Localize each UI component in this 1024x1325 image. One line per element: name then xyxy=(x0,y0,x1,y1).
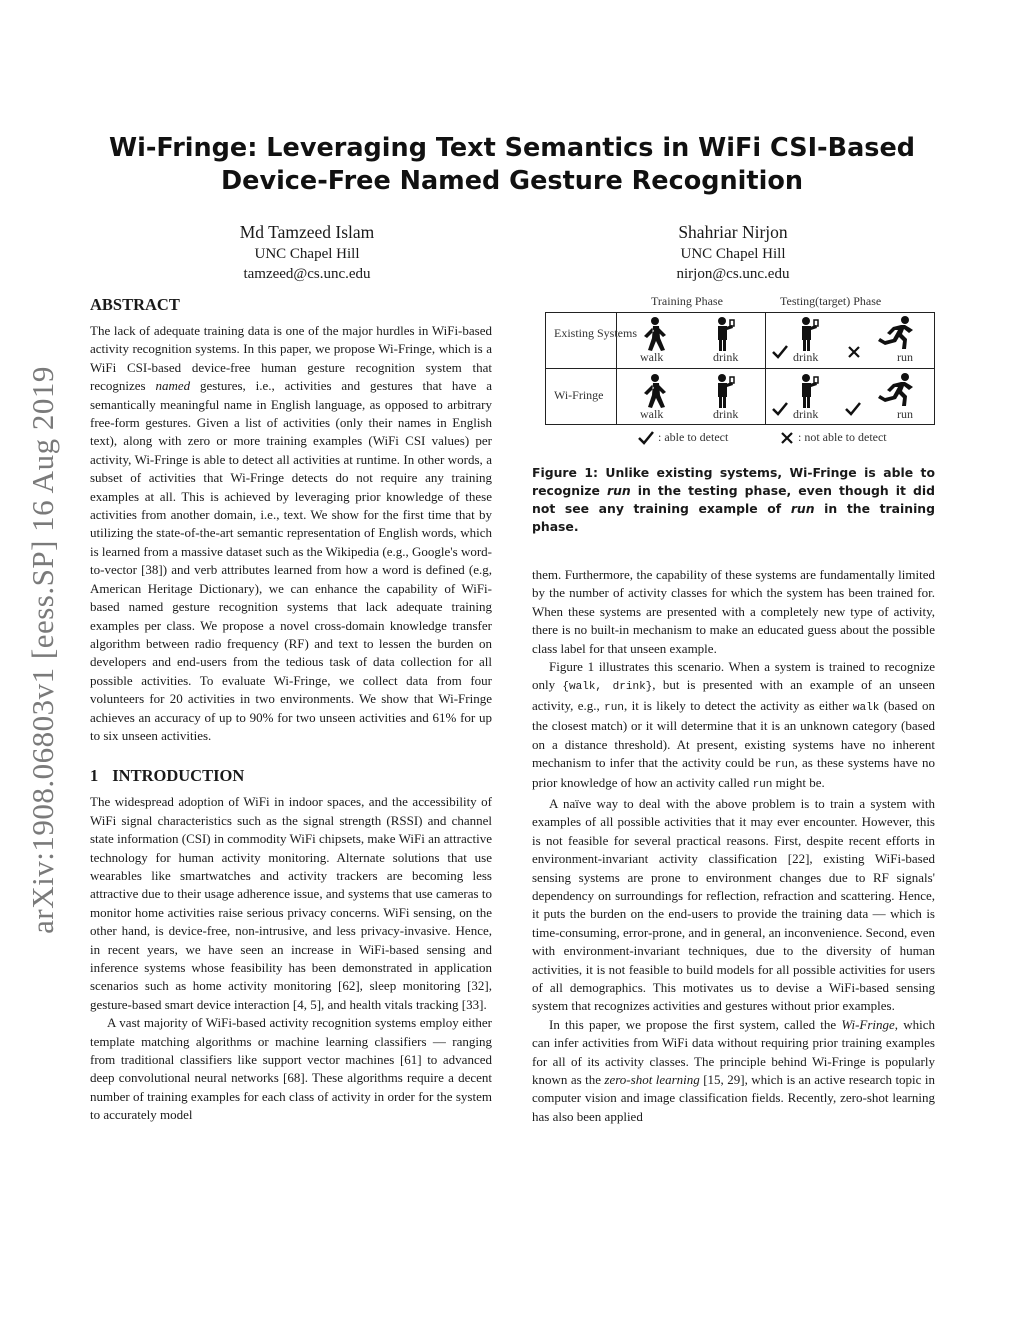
cell-wifringe-testing xyxy=(767,370,934,424)
label-walk: walk xyxy=(640,407,664,421)
intro-paragraph: A vast majority of WiFi-based activity recognition systems employ either template matching algorithms or machine learning classifiers — ranging from traditional classifiers like support vector machines [61] to advanced deep convolutional neural networks [68]. These algorithms require a decent number of training examples for each class of activity in order for the system to accurately model xyxy=(90,1015,492,1123)
testing-phase-label: Testing(target) Phase xyxy=(780,294,882,308)
figure-caption: Figure 1: Unlike existing systems, Wi-Fringe is able to recognize run in the testing phase, even though it did not see any training example of run in the training phase. xyxy=(532,465,936,534)
author-name: Shahriar Nirjon xyxy=(678,222,788,242)
cell-wifringe-training xyxy=(618,370,764,424)
cross-icon xyxy=(847,345,861,359)
arxiv-identifier: arXiv:1908.06803v1 [eess.SP] 16 Aug 2019 xyxy=(25,366,60,934)
walk-icon xyxy=(638,373,672,409)
body-paragraph: In this paper, we propose the first system, called the Wi-Fringe, which can infer activities from WiFi data without requiring prior training examples for all of its activity classes. The principle behind Wi-Fringe is popularly known as the zero-shot learning [15, 29], which is an active research topic in computer vision and image classification fields. Recently, zero-shot learning has also been applied xyxy=(532,1016,935,1124)
check-icon xyxy=(772,402,788,416)
walk-icon xyxy=(638,316,672,352)
body-paragraph: them. Furthermore, the capability of these systems are fundamentally limited by the number of activity classes for which the system has been trained for. When these systems are presented with a completely new type of activity, there is no built-in mechanism to make an educated guess about the possible class label for that unseen example. xyxy=(532,567,935,656)
cell-existing-training xyxy=(618,313,764,367)
row-label-existing: Existing Systems xyxy=(554,326,638,340)
label-drink: drink xyxy=(793,350,819,364)
label-run: run xyxy=(897,407,913,421)
cell-existing-testing xyxy=(767,313,934,367)
author-name: Md Tamzeed Islam xyxy=(239,222,375,242)
check-icon xyxy=(772,345,788,359)
drink-icon xyxy=(797,373,821,409)
run-icon xyxy=(875,315,915,351)
abstract-text: The lack of adequate training data is one of the major hurdles in WiFi-based activity recognition systems. In this paper, we propose Wi-Fringe, which is a WiFi CSI-based device-free human gesture recognition system that recognizes named gestures, i.e., activities and gestures that have a semantically meaningful name in English language, as opposed to arbitrary free-form gestures. Given a list of activities (only their names in English text), along with zero or more training examples (WiFi CSI values) per activity, Wi-Fringe is able to detect all activities at runtime. In other words, a subset of activities that Wi-Fringe detects do not require any training examples at all. This is achieved by leveraging prior knowledge of these activities from another domain, i.e., text. We show for the first time that by utilizing the state-of-the-art semantic representation of English words, which is learned from a massive dataset such as the Wikipedia (e.g., Google's word-to-vector [38]) and verb attributes learned from how a word is defined (e.g, American Heritage Dictionary), we can enhance the capability of WiFi-based named gesture recognition systems that lack adequate training examples per class. We propose a novel cross-domain knowledge transfer algorithm between radio frequency (RF) and text to lessen the burden on developers and end-users from the tedious task of data collection for all possible activities. To evaluate Wi-Fringe, we collect data from four volunteers for 20 activities in two environments. We show that Wi-Fringe achieves an accuracy of up to 90% for two unseen activities and 61% for up to six unseen activities. xyxy=(90,323,492,743)
label-drink: drink xyxy=(713,350,739,364)
training-phase-label: Training Phase xyxy=(651,294,723,308)
author-email[interactable]: tamzeed@cs.unc.edu xyxy=(243,266,371,282)
label-walk: walk xyxy=(640,350,664,364)
author-block-2 xyxy=(583,220,883,284)
body-paragraph: Figure 1 illustrates this scenario. When a system is trained to recognize only {walk, drink}, but is presented with an example of an unseen activity, e.g., run, it is likely to detect the activity as either walk (based on the closest match) or it will determine that it is an unknown category (based on a distance threshold). At present, existing systems have no inherent mechanism to infer that the activity could be run, as these systems have no prior knowledge of how an activity called run might be. xyxy=(532,659,936,792)
right-column xyxy=(532,566,935,1126)
intro-paragraph: The widespread adoption of WiFi in indoor spaces, and the accessibility of WiFi signal characteristics such as the signal strength (RSSI) and channel state information (CSI) in commodity WiFi chipsets, make WiFi an attractive technology for human activity monitoring. Alternate solutions that use wearables like smartwatches and activity trackers are becoming less attractive due to their usage adherence issue, and systems that use cameras to monitor home activities raise serious privacy concerns. WiFi sensing, on the other hand, is device-free, non-intrusive, and less privacy-invasive. Hence, in recent years, we have seen an increase in WiFi-based sensing and inference systems whose feasibility has been demonstrated in application scenarios such as home activity monitoring [62], sleep monitoring [32], gesture-based smart device interaction [4, 5], and health vitals tracking [33]. xyxy=(90,794,492,1012)
legend-not-able: : not able to detect xyxy=(780,430,887,445)
check-icon xyxy=(845,402,861,416)
label-run: run xyxy=(897,350,913,364)
label-drink: drink xyxy=(713,407,739,421)
check-icon xyxy=(638,431,654,445)
author-affiliation: UNC Chapel Hill xyxy=(254,246,360,262)
row-label-wifringe: Wi-Fringe xyxy=(554,388,604,402)
cross-icon xyxy=(780,431,794,445)
paper-title: Wi-Fringe: Leveraging Text Semantics in WiFi CSI-Based Device-Free Named Gesture Recognition xyxy=(108,133,916,196)
legend-able: : able to detect xyxy=(638,430,728,445)
drink-icon xyxy=(713,373,737,409)
left-column xyxy=(90,294,492,1125)
run-icon xyxy=(875,372,915,408)
figure-1-grid xyxy=(545,312,935,425)
intro-heading: 1 INTRODUCTION xyxy=(90,766,245,786)
body-paragraph: A naïve way to deal with the above problem is to train a system with examples of all possible activities that it may ever encounter. However, this is not feasible for several practical reasons. First, despite recent efforts in environment-invariant activity classification [22], existing WiFi-based sensing systems are prone to environment changes due to RF signals' dependency on surroundings for reflection, refraction and scattering. Hence, it puts the burden on the end-users to provide the training data — which is time-consuming, error-prone, and in general, an inconvenience. Second, even with environment-invariant techniques, due to the diversity of human activities, it is not feasible to build models for all possible activities for users of all demographics. This motivates us to devise a WiFi-based sensing system that recognizes activities and gestures without prior examples. xyxy=(532,795,935,1014)
author-email[interactable]: nirjon@cs.unc.edu xyxy=(676,266,790,282)
author-affiliation: UNC Chapel Hill xyxy=(680,246,786,262)
drink-icon xyxy=(797,316,821,352)
author-block-1 xyxy=(157,220,457,284)
drink-icon xyxy=(713,316,737,352)
label-drink: drink xyxy=(793,407,819,421)
abstract-heading: ABSTRACT xyxy=(90,295,180,314)
